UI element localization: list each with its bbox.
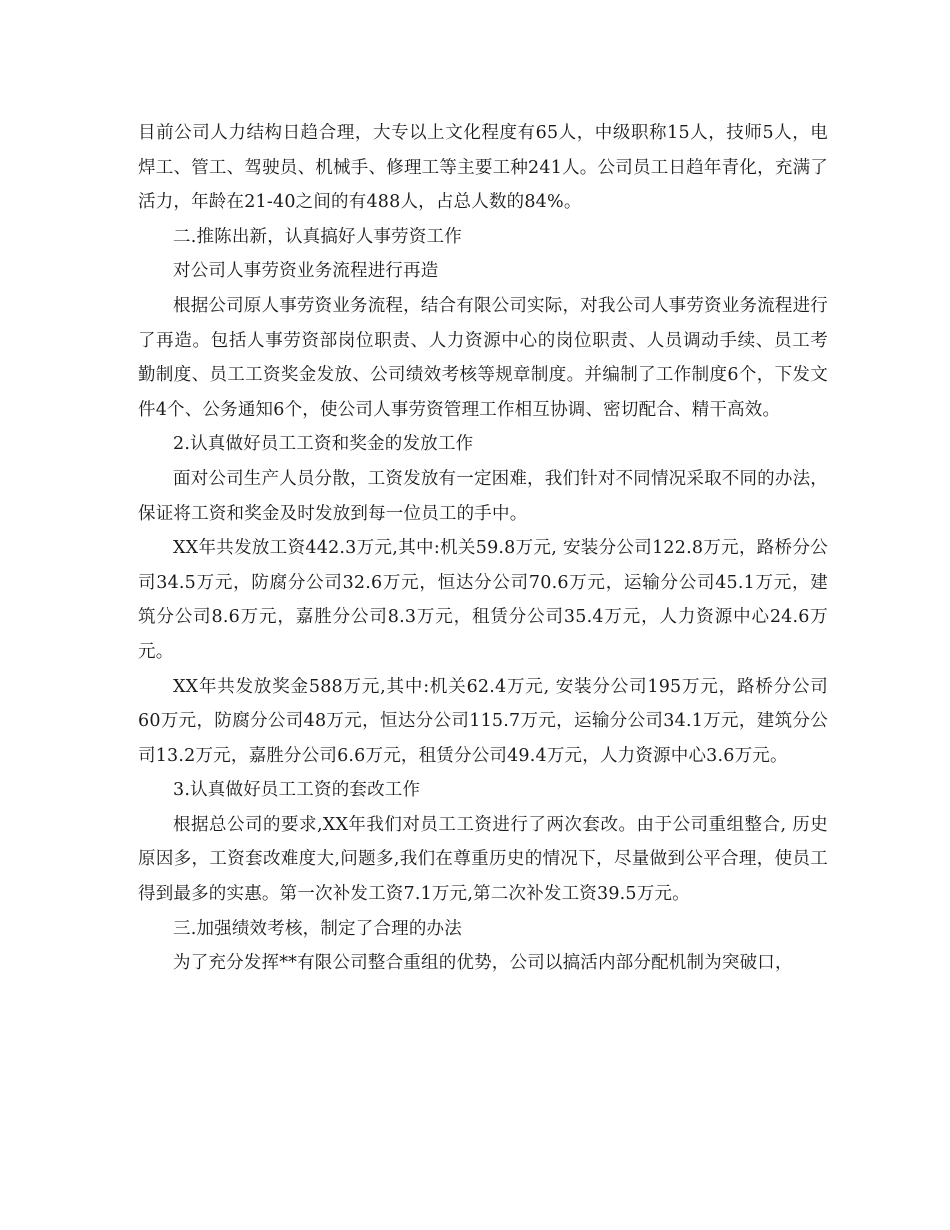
subheading-process-reengineering: 对公司人事劳资业务流程进行再造	[173, 261, 439, 282]
paragraph-workforce-structure: 目前公司人力结构日趋合理，大专以上文化程度有65人，中级职称15人，技师5人，电焊工、管工、驾驶员、机械手、修理工等主要工种241人。公司员工日趋年青化，充满了活力，年龄在21-40之间的有488人，占总人数的84%。	[138, 123, 828, 213]
subheading-wage-reform: 3.认真做好员工工资的套改工作	[173, 780, 421, 801]
paragraph-performance: 为了充分发挥**有限公司整合重组的优势，公司以搞活内部分配机制为突破口，	[173, 953, 793, 974]
section-heading-2: 二.推陈出新，认真搞好人事劳资工作	[173, 226, 462, 247]
paragraph-bonus-totals: XX年共发放奖金588万元,其中:机关62.4万元, 安装分公司195万元，路桥分公司60万元，防腐分公司48万元，恒达分公司115.7万元，运输分公司34.1万元，建筑分公司13.2万元，嘉胜分公司6.6万元，租赁分公司49.4万元，人力资源中心3.6万元。	[138, 676, 828, 766]
section-heading-3: 三.加强绩效考核，制定了合理的办法	[173, 918, 462, 939]
document-body	[138, 116, 828, 981]
paragraph-wage-reform: 根据总公司的要求,XX年我们对员工工资进行了两次套改。由于公司重组整合, 历史原因多，工资套改难度大,问题多,我们在尊重历史的情况下，尽量做到公平合理，使员工得到最多的实惠。第一次补发工资7.1万元,第二次补发工资39.5万元。	[138, 814, 828, 905]
paragraph-distribution-method: 面对公司生产人员分散，工资发放有一定困难，我们针对不同情况采取不同的办法，保证将工资和奖金及时发放到每一位员工的手中。	[138, 468, 828, 524]
paragraph-wage-totals: XX年共发放工资442.3万元,其中:机关59.8万元, 安装分公司122.8万元，路桥分公司34.5万元，防腐分公司32.6万元，恒达分公司70.6万元，运输分公司45.1万元，建筑分公司8.6万元，嘉胜分公司8.3万元，租赁分公司35.4万元，人力资源中心24.6万元。	[138, 538, 828, 662]
subheading-wage-bonus-distribution: 2.认真做好员工工资和奖金的发放工作	[173, 434, 474, 455]
paragraph-process-reengineering: 根据公司原人事劳资业务流程，结合有限公司实际，对我公司人事劳资业务流程进行了再造。包括人事劳资部岗位职责、人力资源中心的岗位职责、人员调动手续、员工考勤制度、员工工资奖金发放、公司绩效考核等规章制度。并编制了工作制度6个，下发文件4个、公务通知6个，使公司人事劳资管理工作相互协调、密切配合、精干高效。	[138, 295, 828, 420]
